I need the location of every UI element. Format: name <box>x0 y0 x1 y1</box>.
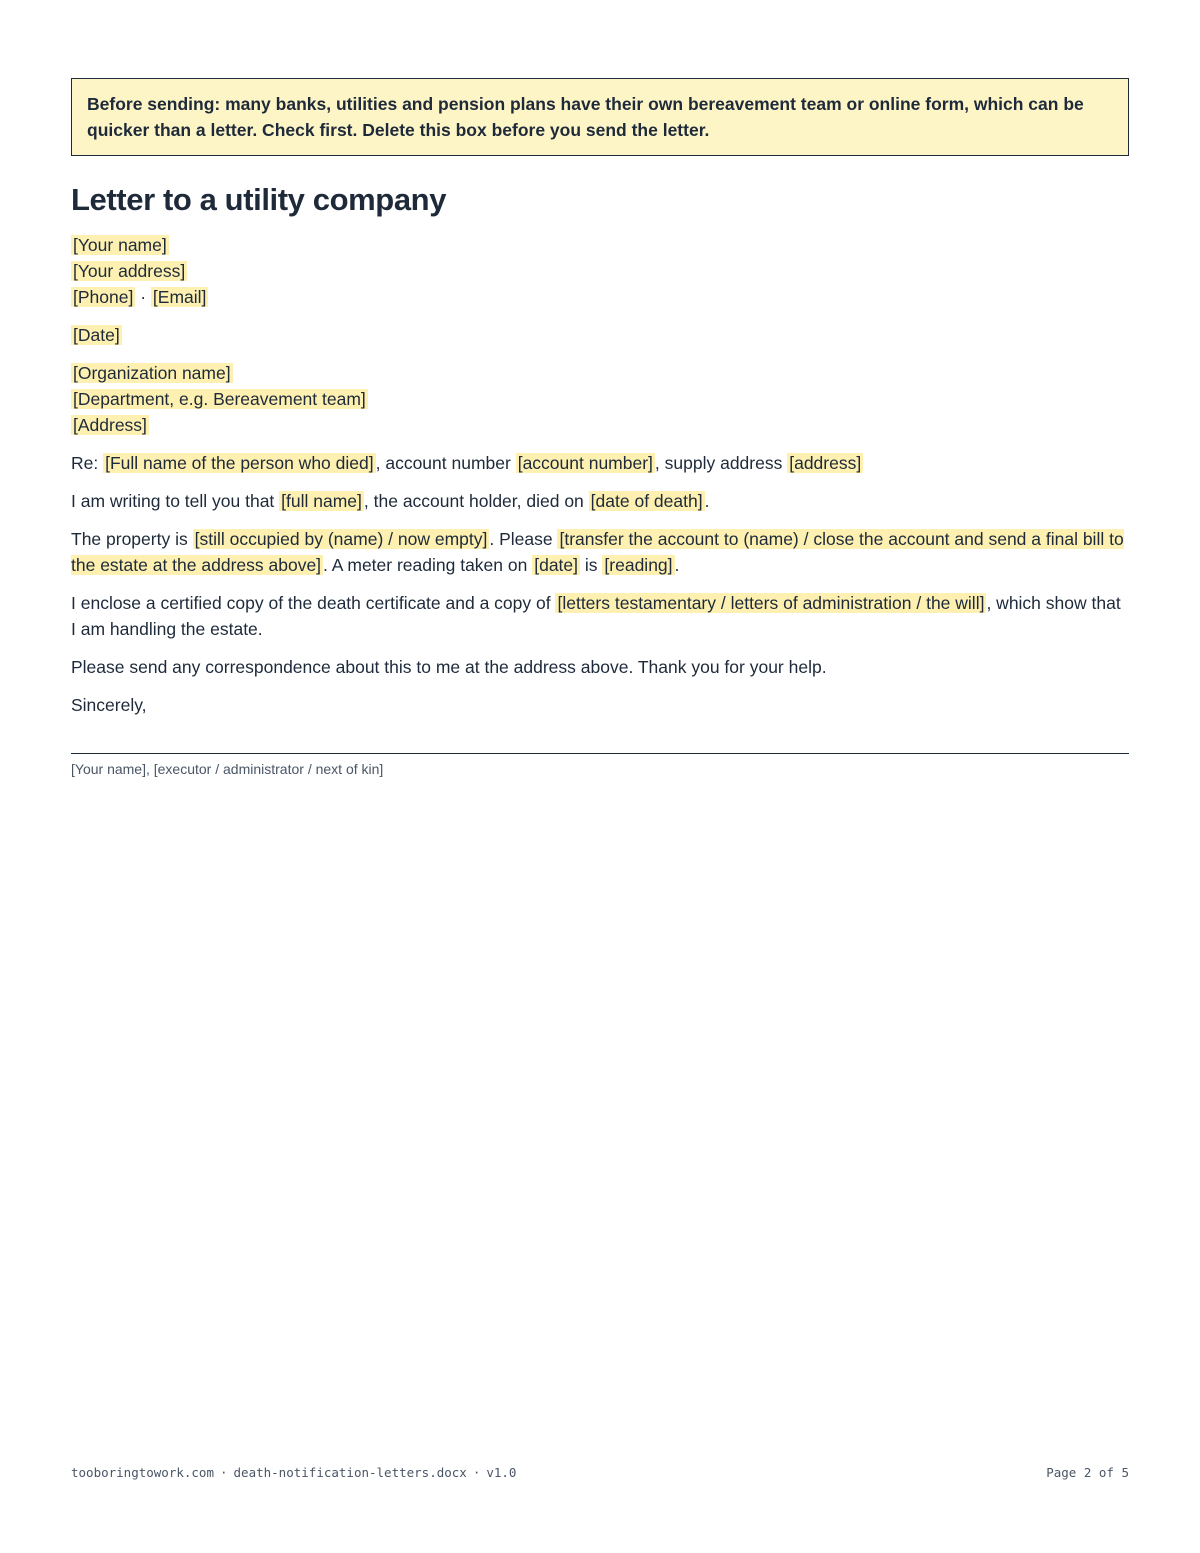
signature-line <box>71 753 1129 754</box>
meter-date-placeholder[interactable]: [date] <box>534 555 579 575</box>
re-line <box>71 450 1129 476</box>
footer-dot: · <box>220 1465 228 1480</box>
sender-email-placeholder[interactable]: [Email] <box>152 287 207 307</box>
footer-source <box>71 1465 516 1480</box>
before-sending-notice: Before sending: many banks, utilities and pension plans have their own bereavement team or online form, which can be quicker than a letter. Check first. Delete this box before you send the letter. <box>71 78 1129 156</box>
sender-name-placeholder[interactable]: [Your name] <box>73 235 167 255</box>
account-action-placeholder[interactable]: [transfer the account to (name) / close the account and send a final bill to the estate at the address above] <box>71 529 1124 575</box>
para2-text: is <box>584 555 598 575</box>
property-status-placeholder[interactable]: [still occupied by (name) / now empty] <box>194 529 488 549</box>
letter-page <box>71 78 1129 779</box>
para3-text: I enclose a certified copy of the death certificate and a copy of <box>71 593 551 613</box>
contact-separator: · <box>140 287 147 307</box>
footer-page-number: Page 2 of 5 <box>1046 1465 1129 1480</box>
signature-caption: [Your name], [executor / administrator / next of kin] <box>71 761 384 777</box>
supply-label: , supply address <box>654 453 783 473</box>
paragraph-correspondence: Please send any correspondence about this to me at the address above. Thank you for your help. <box>71 657 827 677</box>
department-placeholder[interactable]: [Department, e.g. Bereavement team] <box>73 389 366 409</box>
sender-block <box>71 232 1129 310</box>
para1-text: I am writing to tell you that <box>71 491 275 511</box>
recipient-address-placeholder[interactable]: [Address] <box>73 415 147 435</box>
sender-address-placeholder[interactable]: [Your address] <box>73 261 186 281</box>
para1-text: , the account holder, died on <box>363 491 584 511</box>
footer-file: death-notification-letters.docx <box>233 1465 467 1480</box>
footer-site: tooboringtowork.com <box>71 1465 214 1480</box>
date-placeholder[interactable]: [Date] <box>73 325 120 345</box>
recipient-block <box>71 360 1129 438</box>
footer-dot: · <box>472 1465 481 1480</box>
paragraph-enclosures <box>71 590 1129 642</box>
re-prefix: Re: <box>71 453 99 473</box>
letter-title: Letter to a utility company <box>71 182 447 217</box>
footer-version: v1.0 <box>486 1465 517 1480</box>
account-label: , account number <box>375 453 511 473</box>
para2-text: The property is <box>71 529 188 549</box>
estate-documents-placeholder[interactable]: [letters testamentary / letters of administration / the will] <box>557 593 985 613</box>
deceased-name-placeholder[interactable]: [Full name of the person who died] <box>105 453 374 473</box>
para2-text: . Please <box>489 529 553 549</box>
meter-reading-placeholder[interactable]: [reading] <box>604 555 673 575</box>
full-name-placeholder[interactable]: [full name] <box>281 491 362 511</box>
para2-text: . <box>674 555 680 575</box>
supply-address-placeholder[interactable]: [address] <box>789 453 862 473</box>
page-footer <box>71 1465 1129 1480</box>
paragraph-property <box>71 526 1129 578</box>
organization-name-placeholder[interactable]: [Organization name] <box>73 363 231 383</box>
sender-phone-placeholder[interactable]: [Phone] <box>73 287 134 307</box>
date-of-death-placeholder[interactable]: [date of death] <box>590 491 703 511</box>
paragraph-notification <box>71 488 1129 514</box>
date-block <box>71 322 1129 348</box>
closing: Sincerely, <box>71 695 147 715</box>
para2-text: . A meter reading taken on <box>323 555 528 575</box>
para3-text: , which show that I am handling the estate. <box>71 593 1121 639</box>
account-number-placeholder[interactable]: [account number] <box>517 453 653 473</box>
para1-text: . <box>704 491 710 511</box>
